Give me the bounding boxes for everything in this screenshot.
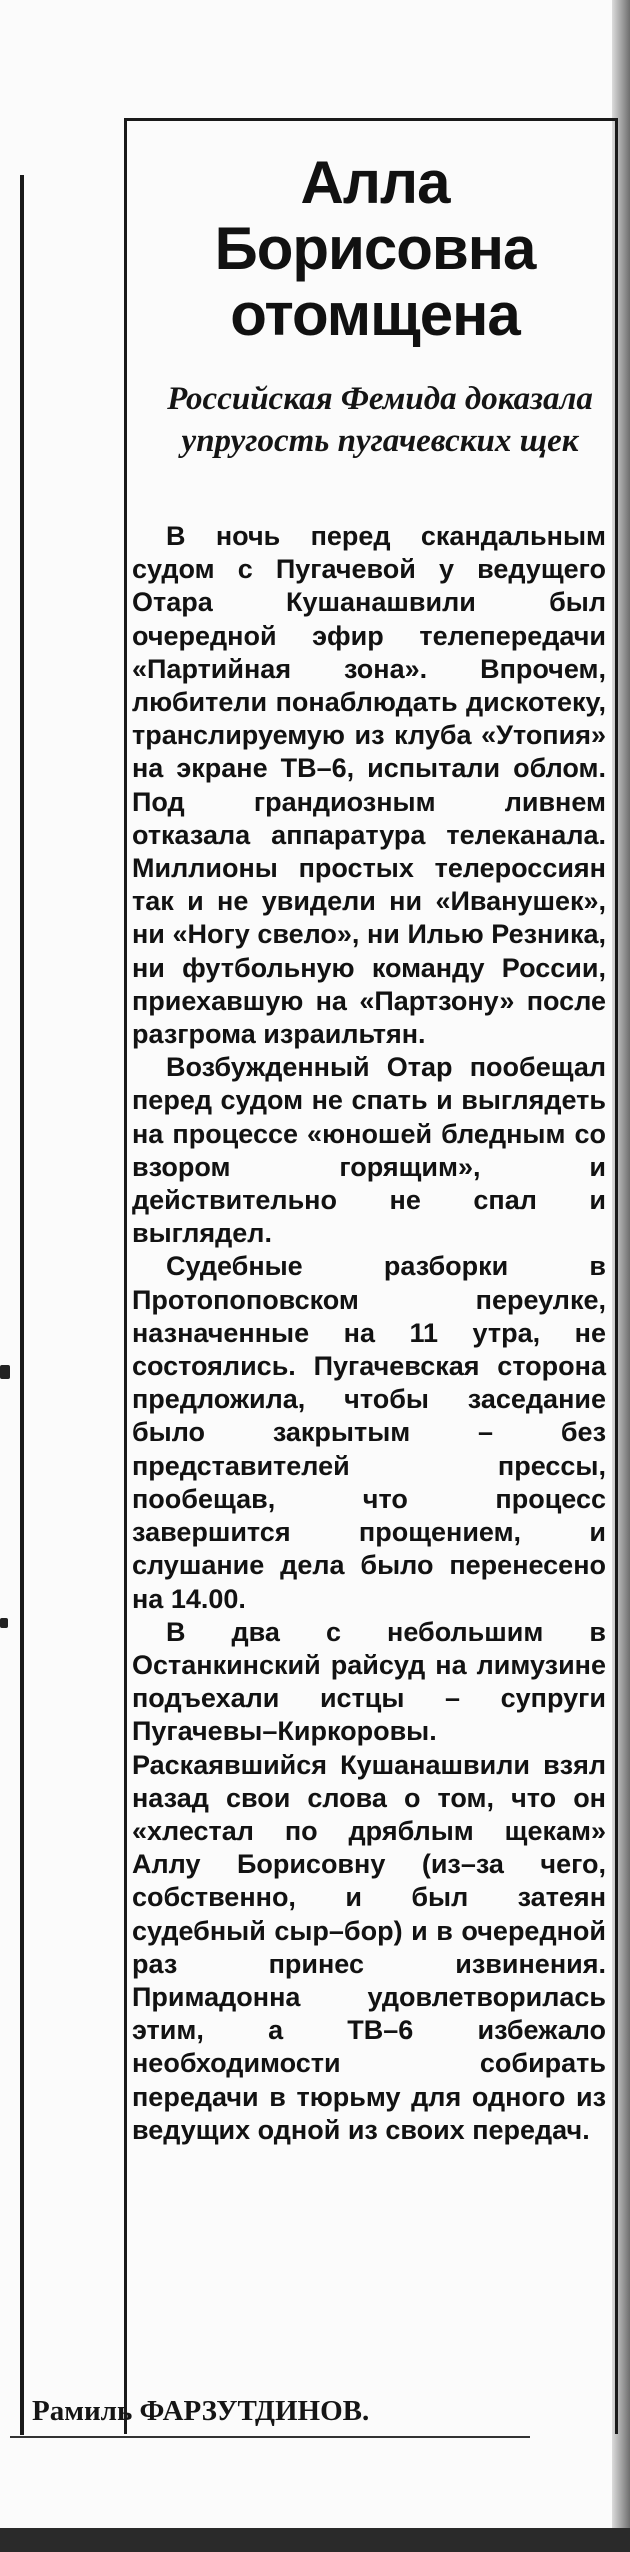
- article-paragraph: В два с небольшим в Останкинский райсуд на лимузине подъехали истцы – супруги Пугачевы–Киркоровы. Раскаявшийся Кушанашвили взял назад свои слова о том, что он «хлестал по дряблым щекам» Аллу Борисовну (из–за чего, собственно, и был затеян судебный сыр–бор) и в очередной раз принес извинения. Примадонна удовлетворилась этим, а ТВ–6 избежало необходимости собирать передачи в тюрьму для одного из ведущих одной из своих передач.: [132, 1616, 606, 2145]
- neighbour-column-fragment: [0, 1618, 8, 1628]
- article-subhead: Российская Фемида доказала упругость пугачевских щек: [167, 381, 593, 459]
- article-headline: Алла Борисовна отомщена: [214, 149, 536, 348]
- article-paragraph: Возбужденный Отар пообещал перед судом не спать и выглядеть на процессе «юношей бледным со взором горящим», и действительно не спал и выглядел.: [132, 1052, 606, 1249]
- article-author: Рамиль ФАРЗУТДИНОВ.: [32, 2395, 370, 2427]
- article-bottom-rule: [10, 2436, 530, 2438]
- scan-bottom-edge: [0, 2528, 630, 2552]
- column-divider: [20, 175, 24, 2435]
- article-body: [132, 520, 606, 2147]
- neighbour-column-fragment: [0, 1365, 10, 1379]
- article-paragraph: Судебные разборки в Протопоповском переулке, назначенные на 11 утра, не состоялись. Пугачевская сторона предложила, чтобы заседание было закрытым – без представителей прессы, пообещав, что процесс завершится прощением, и слушание дела было перенесено на 14.00.: [132, 1251, 606, 1614]
- article-paragraph: В ночь перед скандальным судом с Пугачевой у ведущего Отара Кушанашвили был очередной эфир телепередачи «Партийная зона». Впрочем, любители понаблюдать дискотеку, транслируемую из клуба «Утопия» на экране ТВ–6, испытали облом. Под грандиозным ливнем отказала аппаратура телеканала. Миллионы простых телероссиян так и не увидели ни «Иванушек», ни «Ногу свело», ни Илью Резника, ни футбольную команду России, приехавшую на «Партзону» после разгрома израильтян.: [132, 521, 606, 1050]
